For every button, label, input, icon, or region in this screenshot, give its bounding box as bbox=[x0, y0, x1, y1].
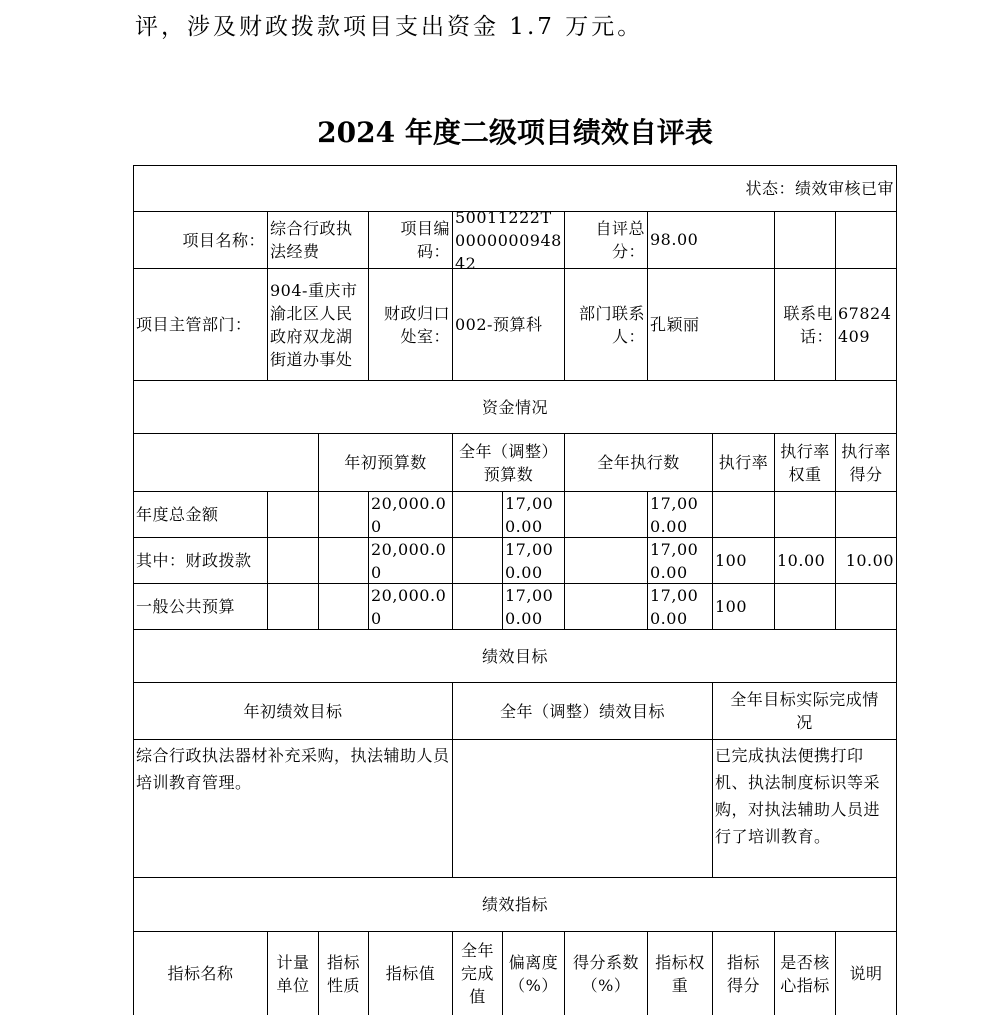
funds-header-score: 执行率得分 bbox=[841, 441, 891, 484]
funds-header-rate: 执行率 bbox=[718, 453, 769, 472]
finance-office-label: 财政归口处室： bbox=[383, 303, 450, 346]
phone-label: 联系电话： bbox=[783, 303, 833, 346]
indicators-section-title: 绩效指标 bbox=[481, 895, 548, 914]
indicator-header-nature: 指标性质 bbox=[326, 952, 360, 995]
funds-row-initial: 20,000.00 bbox=[371, 539, 447, 582]
dept-label: 项目主管部门： bbox=[136, 315, 252, 334]
intro-paragraph: 评，涉及财政拨款项目支出资金 1.7 万元。 bbox=[135, 14, 644, 40]
funds-section-title: 资金情况 bbox=[481, 397, 548, 417]
indicator-header-value: 指标值 bbox=[385, 964, 436, 983]
funds-row-score bbox=[836, 492, 896, 537]
indicator-header-completed: 全年完成值 bbox=[460, 941, 494, 1006]
goals-header-initial: 年初绩效目标 bbox=[243, 701, 343, 721]
funds-header-executed: 全年执行数 bbox=[597, 453, 680, 472]
funds-row-executed: 17,000.00 bbox=[650, 539, 699, 582]
goals-initial-text: 综合行政执法器材补充采购，执法辅助人员培训教育管理。 bbox=[136, 746, 450, 792]
contact-label: 部门联系人： bbox=[578, 303, 645, 346]
goals-header-adjusted: 全年（调整）绩效目标 bbox=[499, 701, 665, 721]
indicator-header-unit: 计量单位 bbox=[276, 952, 310, 995]
indicator-header-name: 指标名称 bbox=[167, 964, 234, 983]
goals-header-actual: 全年目标实际完成情况 bbox=[730, 690, 879, 732]
funds-row-initial: 20,000.00 bbox=[371, 585, 447, 628]
funds-row-rate bbox=[713, 492, 774, 537]
funds-row-executed: 17,000.00 bbox=[650, 585, 699, 628]
funds-row-label: 一般公共预算 bbox=[136, 597, 236, 616]
indicator-header-coefficient: 得分系数（%） bbox=[572, 952, 639, 995]
self-score-value: 98.00 bbox=[650, 230, 699, 249]
funds-header-adjusted: 全年（调整）预算数 bbox=[458, 441, 558, 484]
funds-row-adjusted: 17,000.00 bbox=[505, 493, 554, 536]
funds-row-label: 年度总金额 bbox=[136, 505, 219, 524]
funds-row-score: 10.00 bbox=[845, 551, 894, 570]
phone-value: 67824409 bbox=[838, 303, 892, 346]
funds-row-adjusted: 17,000.00 bbox=[505, 539, 554, 582]
funds-row-weight: 10.00 bbox=[777, 551, 826, 570]
status-text: 状态：绩效审核已审 bbox=[745, 179, 894, 198]
indicator-header-core: 是否核心指标 bbox=[780, 952, 830, 995]
funds-row-label: 其中：财政拨款 bbox=[136, 551, 252, 570]
indicator-header-weight: 指标权重 bbox=[655, 952, 705, 995]
finance-office-value: 002-预算科 bbox=[455, 315, 543, 334]
goals-actual-text: 已完成执法便携打印机、执法制度标识等采购，对执法辅助人员进行了培训教育。 bbox=[715, 746, 881, 846]
self-score-label: 自评总分： bbox=[595, 219, 645, 261]
funds-row-weight bbox=[775, 584, 835, 629]
goals-adjusted-text bbox=[453, 742, 712, 876]
funds-row-rate: 100 bbox=[715, 551, 748, 570]
funds-row-executed: 17,000.00 bbox=[650, 493, 699, 536]
funds-row-weight bbox=[775, 492, 835, 537]
contact-value: 孔颖丽 bbox=[650, 315, 700, 334]
funds-row-adjusted: 17,000.00 bbox=[505, 585, 554, 628]
indicator-header-note: 说明 bbox=[849, 964, 883, 983]
funds-row-score bbox=[836, 584, 896, 629]
project-code-label: 项目编码： bbox=[400, 219, 450, 261]
funds-header-weight: 执行率权重 bbox=[780, 441, 830, 484]
indicator-header-score: 指标得分 bbox=[726, 952, 760, 995]
funds-row-rate: 100 bbox=[715, 597, 748, 616]
table-title: 2024 年度二级项目绩效自评表 bbox=[317, 116, 713, 149]
project-name-label: 项目名称： bbox=[182, 230, 265, 250]
project-name-value: 综合行政执法经费 bbox=[270, 219, 353, 261]
indicator-header-deviation: 偏离度（%） bbox=[508, 952, 559, 995]
funds-header-initial: 年初预算数 bbox=[344, 453, 427, 472]
funds-row-initial: 20,000.00 bbox=[371, 493, 447, 536]
dept-value: 904-重庆市渝北区人民政府双龙湖街道办事处 bbox=[270, 280, 358, 369]
goals-section-title: 绩效目标 bbox=[481, 646, 548, 666]
project-code-value: 50011222T000000094842 bbox=[455, 207, 562, 273]
